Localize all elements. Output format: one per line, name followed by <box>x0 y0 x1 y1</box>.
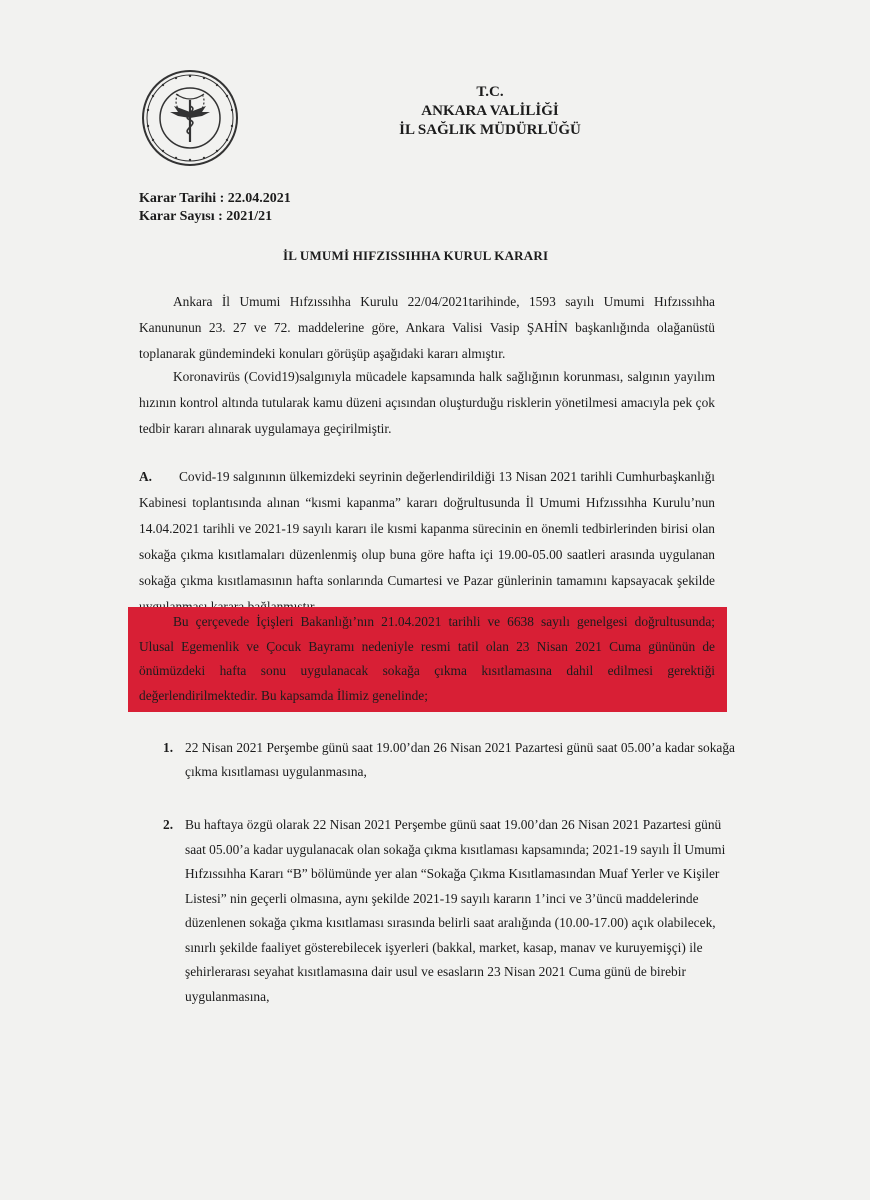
header-line-directorate: İL SAĞLIK MÜDÜRLÜĞÜ <box>399 122 581 138</box>
highlighted-paragraph-text: Bu çerçevede İçişleri Bakanlığı’nın 21.04.2021 tarihli ve 6638 sayılı genelgesi doğrultusunda; Ulusal Egemenlik ve Çocuk Bayramı nedeniyle resmi tatil olan 23 Nisan 2021 Cuma gününün de önümüzdeki hafta sonu uygulanacak sokağa çıkma kısıtlamasına dahil edilmesi gerektiği değerlendirilmektedir. Bu kapsamda İlimiz genelinde; <box>139 614 715 703</box>
intro-paragraph <box>139 289 715 367</box>
list-item-number: 2. <box>163 817 174 832</box>
highlighted-paragraph <box>139 610 715 708</box>
decision-date: Karar Tarihi : 22.04.2021 <box>139 191 291 206</box>
decision-meta <box>139 190 291 226</box>
list-item-number: 1. <box>163 740 174 755</box>
document-title: İL UMUMİ HIFZISSIHHA KURUL KARARI <box>283 248 549 263</box>
list-item-text: 22 Nisan 2021 Perşembe günü saat 19.00’dan 26 Nisan 2021 Pazartesi günü saat 05.00’a kadar sokağa çıkma kısıtlaması uygulanmasına, <box>185 740 736 779</box>
decision-number: Karar Sayısı : 2021/21 <box>139 209 273 224</box>
intro-paragraph-text: Ankara İl Umumi Hıfzıssıhha Kurulu 22/04/2021tarihinde, 1593 sayılı Umumi Hıfzıssıhha Kanununun 23. 27 ve 72. maddelerine göre, Ankara Valisi Vasip ŞAHİN başkanlığında olağanüstü toplanarak gündemindeki konuları görüşüp aşağıdaki kararı almıştır. <box>139 294 715 361</box>
section-a-letter: A. <box>139 469 153 484</box>
context-paragraph-text: Koronavirüs (Covid19)salgınıyla mücadele kapsamında halk sağlığının korunması, salgının yayılım hızının kontrol altında tutularak kamu düzeni açısından oluşturduğu risklerin yönetilmesi amacıyla pek çok tedbir kararı alınarak uygulamaya geçirilmiştir. <box>139 369 715 436</box>
header-line-tc: T.C. <box>476 84 504 100</box>
institution-header <box>380 83 600 140</box>
list-item <box>163 736 735 784</box>
list-item-text: Bu haftaya özgü olarak 22 Nisan 2021 Perşembe günü saat 19.00’dan 26 Nisan 2021 Pazartesi günü saat 05.00’a kadar uygulanacak olan sokağa çıkma kısıtlaması kapsamında; 2021-19 sayılı İl Umumi Hıfzıssıhha Kararı “B” bölümünde yer alan “Sokağa Çıkma Kısıtlamasından Muaf Yerler ve Kişiler Listesi” nin geçerli olmasına, aynı şekilde 2021-19 sayılı kararın 1’inci ve 3’üncü maddelerinde düzenlenen sokağa çıkma kısıtlaması sırasında belirli saat aralığında (10.00-17.00) açık olabilecek, sınırlı şekilde faaliyet gösterebilecek işyerleri (bakkal, market, kasap, manav ve kuruyemişçi) ile şehirlerarası seyahat kısıtlamasına dair usul ve esasların 23 Nisan 2021 Cuma günü de birebir uygulanmasına, <box>185 817 726 1004</box>
section-a-text: Covid-19 salgınının ülkemizdeki seyrinin değerlendirildiği 13 Nisan 2021 tarihli Cumhurbaşkanlığı Kabinesi toplantısında alınan “kısmi kapanma” kararı doğrultusunda İl Umumi Hıfzıssıhha Kurulu’nun 14.04.2021 tarihli ve 2021-19 sayılı kararı ile kısmi kapanma sürecinin en önemli tedbirlerinden birisi olan sokağa çıkma kısıtlamaları düzenlenmiş olup buna göre hafta içi 19.00-05.00 saatleri arasında uygulanan sokağa çıkma kısıtlamasının hafta sonlarında Cumartesi ve Pazar günlerinin tamamını kapsayacak şekilde <box>139 469 715 588</box>
section-a-paragraph <box>139 464 715 620</box>
header-line-governorship: ANKARA VALİLİĞİ <box>421 103 559 119</box>
list-item <box>163 813 735 1009</box>
health-ministry-seal-icon <box>140 68 240 168</box>
context-paragraph <box>139 364 715 442</box>
